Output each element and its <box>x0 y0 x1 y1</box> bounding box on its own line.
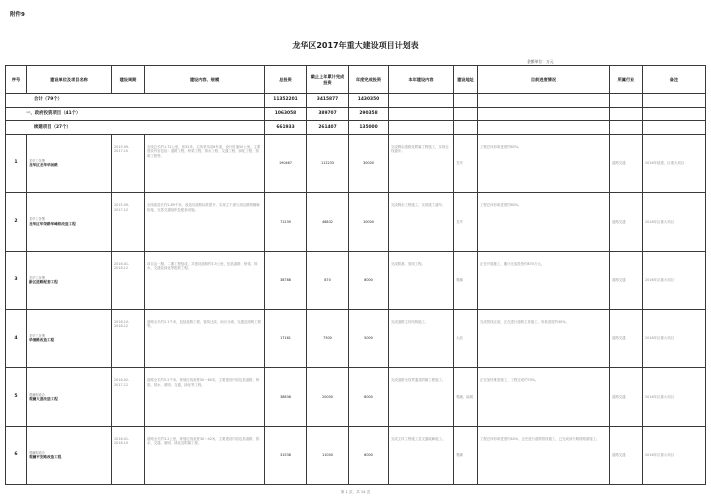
construction-content: 道路全长约5.2千米，规划红线宽度50～60米，主要建设内容包括道路、桥梁、排水、照明、交通、绿化等工程。 <box>145 368 265 426</box>
project-address: 观澜 <box>454 426 478 484</box>
year-plan: 完成道路主体结构施工。 <box>389 309 454 367</box>
header-cell: 备注 <box>643 66 706 94</box>
project-number: 6 <box>6 426 27 484</box>
project-address: 龙华 <box>454 134 478 192</box>
industry: 道路交通 <box>610 193 643 251</box>
header-cell: 本年建设内容 <box>389 66 454 94</box>
project-name: 观澜平安路改造工程 <box>29 455 62 460</box>
header-cell: 截止上年累计完成投资 <box>307 66 349 94</box>
construction-content: 道路全长约3.2公里，规划红线宽度30～42米，主要建设内容包括道路、排水、交通、照明、绿化及附属工程。 <box>145 426 265 484</box>
construction-unit: 观澜街道办 <box>29 451 45 456</box>
project-number: 3 <box>6 251 27 309</box>
year-plan: 完成路基、管线工程。 <box>389 251 454 309</box>
construction-unit: 龙华工务署 <box>29 217 45 222</box>
table-row <box>6 368 706 426</box>
project-number: 2 <box>6 193 27 251</box>
project-name: 华清路改造工程 <box>29 338 55 343</box>
project-name-cell <box>27 251 112 309</box>
progress-status: 工程总体形象进度约80%。 <box>478 193 610 251</box>
total-investment: 190467 <box>265 134 307 192</box>
project-name: 新区道路配套工程 <box>29 280 58 284</box>
project-name-cell <box>27 309 112 367</box>
construction-period: 2015.09-2017.10 <box>112 134 145 192</box>
header-cell: 年度完成投资 <box>349 66 389 94</box>
construction-content: 全线改造长约2.89千米，改造后道路标准提升，实现主干道与周边路网顺畅衔接，完善交通组织及配套设施。 <box>145 193 265 251</box>
industry: 道路交通 <box>610 309 643 367</box>
unit-note: 金额单位：万元 <box>527 59 554 64</box>
year-investment: 8000 <box>349 426 389 484</box>
project-name-cell <box>27 426 112 484</box>
prior-investment: 20000 <box>307 368 349 426</box>
prior-investment: 7500 <box>307 309 349 367</box>
project-address: 观澜 <box>454 251 478 309</box>
year-plan: 完成道路全线贯通及附属工程施工。 <box>389 368 454 426</box>
progress-status: 正在加快推进施工，工程完成约70%。 <box>478 368 610 426</box>
total-investment: 38836 <box>265 368 307 426</box>
industry: 道路交通 <box>610 426 643 484</box>
prior-investment: 11000 <box>307 426 349 484</box>
header-cell: 建设地址 <box>454 66 478 94</box>
prior-investment: 389707 <box>307 107 349 121</box>
remark: 2016年区重大项目 <box>643 368 706 426</box>
page-footer: 第 1 页，共 14 页 <box>340 490 371 494</box>
construction-period: 2016.10-2018.12 <box>112 309 145 367</box>
remark: 2016年区重大项目 <box>643 251 706 309</box>
year-investment: 135000 <box>349 121 389 135</box>
summary-label: 续建项目（27个） <box>6 121 265 135</box>
summary-row-total <box>6 94 706 108</box>
summary-row-continuing <box>6 121 706 135</box>
project-number: 5 <box>6 368 27 426</box>
industry: 道路交通 <box>610 368 643 426</box>
year-plan: 完成主体工程施工及交通疏解施工。 <box>389 426 454 484</box>
progress-status: 完成管线迁改，正在进行道路主体施工，形象进度约40%。 <box>478 309 610 367</box>
year-investment: 30000 <box>349 134 389 192</box>
total-investment: 661933 <box>265 121 307 135</box>
prior-investment: 3415877 <box>307 94 349 108</box>
project-address: 观澜、福城 <box>454 368 478 426</box>
header-cell: 总投资 <box>265 66 307 94</box>
project-number: 1 <box>6 134 27 192</box>
progress-status: 工程总体形象进度约40%，正在进行道路管线施工，已完成部分路段路面施工。 <box>478 426 610 484</box>
header-cell: 所属行业 <box>610 66 643 94</box>
construction-unit: 龙华工务署 <box>29 275 45 280</box>
total-investment: 1063058 <box>265 107 307 121</box>
construction-unit: 龙华工务署 <box>29 334 45 339</box>
project-address: 龙华 <box>454 193 478 251</box>
industry: 道路交通 <box>610 251 643 309</box>
total-investment: 17161 <box>265 309 307 367</box>
progress-status: 工程总体形象进度约85%。 <box>478 134 610 192</box>
year-investment: 1430350 <box>349 94 389 108</box>
total-investment: 38788 <box>265 251 307 309</box>
industry: 道路交通 <box>610 134 643 192</box>
header-row <box>6 66 706 94</box>
construction-unit: 龙华工务署 <box>29 159 45 164</box>
remark: 2016年续建，区重大项目 <box>643 134 706 192</box>
table-row <box>6 251 706 309</box>
summary-label: 一、政府投资项目（41个） <box>6 107 265 121</box>
construction-period: 2015.09-2017.12 <box>112 193 145 251</box>
header-cell: 建设内容、规模 <box>145 66 265 94</box>
project-number: 4 <box>6 309 27 367</box>
construction-content: 项目由一期、二期工程组成，共建设道路约3.5公里，包括道路、桥梁、排水、交通及绿化等配套工程。 <box>145 251 265 309</box>
total-investment: 71239 <box>265 193 307 251</box>
header-cell: 建设周期 <box>112 66 145 94</box>
summary-row-gov <box>6 107 706 121</box>
project-name: 观澜大道改造工程 <box>29 396 58 401</box>
summary-label: 合计（79个） <box>6 94 265 108</box>
construction-period: 2016.01-2018.10 <box>112 426 145 484</box>
year-investment: 5000 <box>349 309 389 367</box>
total-investment: 31538 <box>265 426 307 484</box>
table-row <box>6 193 706 251</box>
prior-investment: 48832 <box>307 193 349 251</box>
prior-investment: 870 <box>307 251 349 309</box>
construction-content: 道路全长约2.1千米，包括道路工程、管线迁改、雨污分流、交通及照明工程等。 <box>145 309 265 367</box>
header-cell: 目前进度情况 <box>478 66 610 94</box>
project-name-cell <box>27 134 112 192</box>
project-name: 龙华区龙华华汤路 <box>29 163 58 168</box>
year-investment: 290358 <box>349 107 389 121</box>
attachment-label: 附件9 <box>10 12 25 18</box>
progress-status: 正在开展施工，累计完成投资约870万元。 <box>478 251 610 309</box>
project-address: 大浪 <box>454 309 478 367</box>
remark: 2016年区重大项目 <box>643 426 706 484</box>
remark: 2016年区重大项目 <box>643 193 706 251</box>
table-row <box>6 309 706 367</box>
year-investment: 8000 <box>349 251 389 309</box>
header-cell: 序号 <box>6 66 27 94</box>
header-cell: 建设单位及项目名称 <box>27 66 112 94</box>
construction-period: 2016.01-2018.12 <box>112 251 145 309</box>
project-name-cell <box>27 368 112 426</box>
prior-investment: 261407 <box>307 121 349 135</box>
construction-period: 2016.02-2017.12 <box>112 368 145 426</box>
page-title: 龙华区2017年重大建设项目计划表 <box>292 41 419 50</box>
year-plan: 完成剩余道路及附属工程施工，实现全线通车。 <box>389 134 454 192</box>
prior-investment: 112233 <box>307 134 349 192</box>
project-name: 龙华区华荣路华峰桥改造工程 <box>29 221 76 226</box>
year-investment: 8000 <box>349 368 389 426</box>
table-row <box>6 426 706 484</box>
project-name-cell <box>27 193 112 251</box>
table-row <box>6 134 706 192</box>
total-investment: 11352201 <box>265 94 307 108</box>
construction-unit: 观澜街道办 <box>29 392 45 397</box>
year-investment: 10000 <box>349 193 389 251</box>
construction-content: 全线总长约1.72公里，宽32米，主线采用双6车道，设计时速50公里。主要建设内容包括：道路工程、桥梁工程、排水工程、交通工程、绿化工程、照明工程等。 <box>145 134 265 192</box>
year-plan: 完成剩余工程施工，实现竣工通车。 <box>389 193 454 251</box>
project-table <box>5 65 706 485</box>
remark: 2016年区重大项目 <box>643 309 706 367</box>
